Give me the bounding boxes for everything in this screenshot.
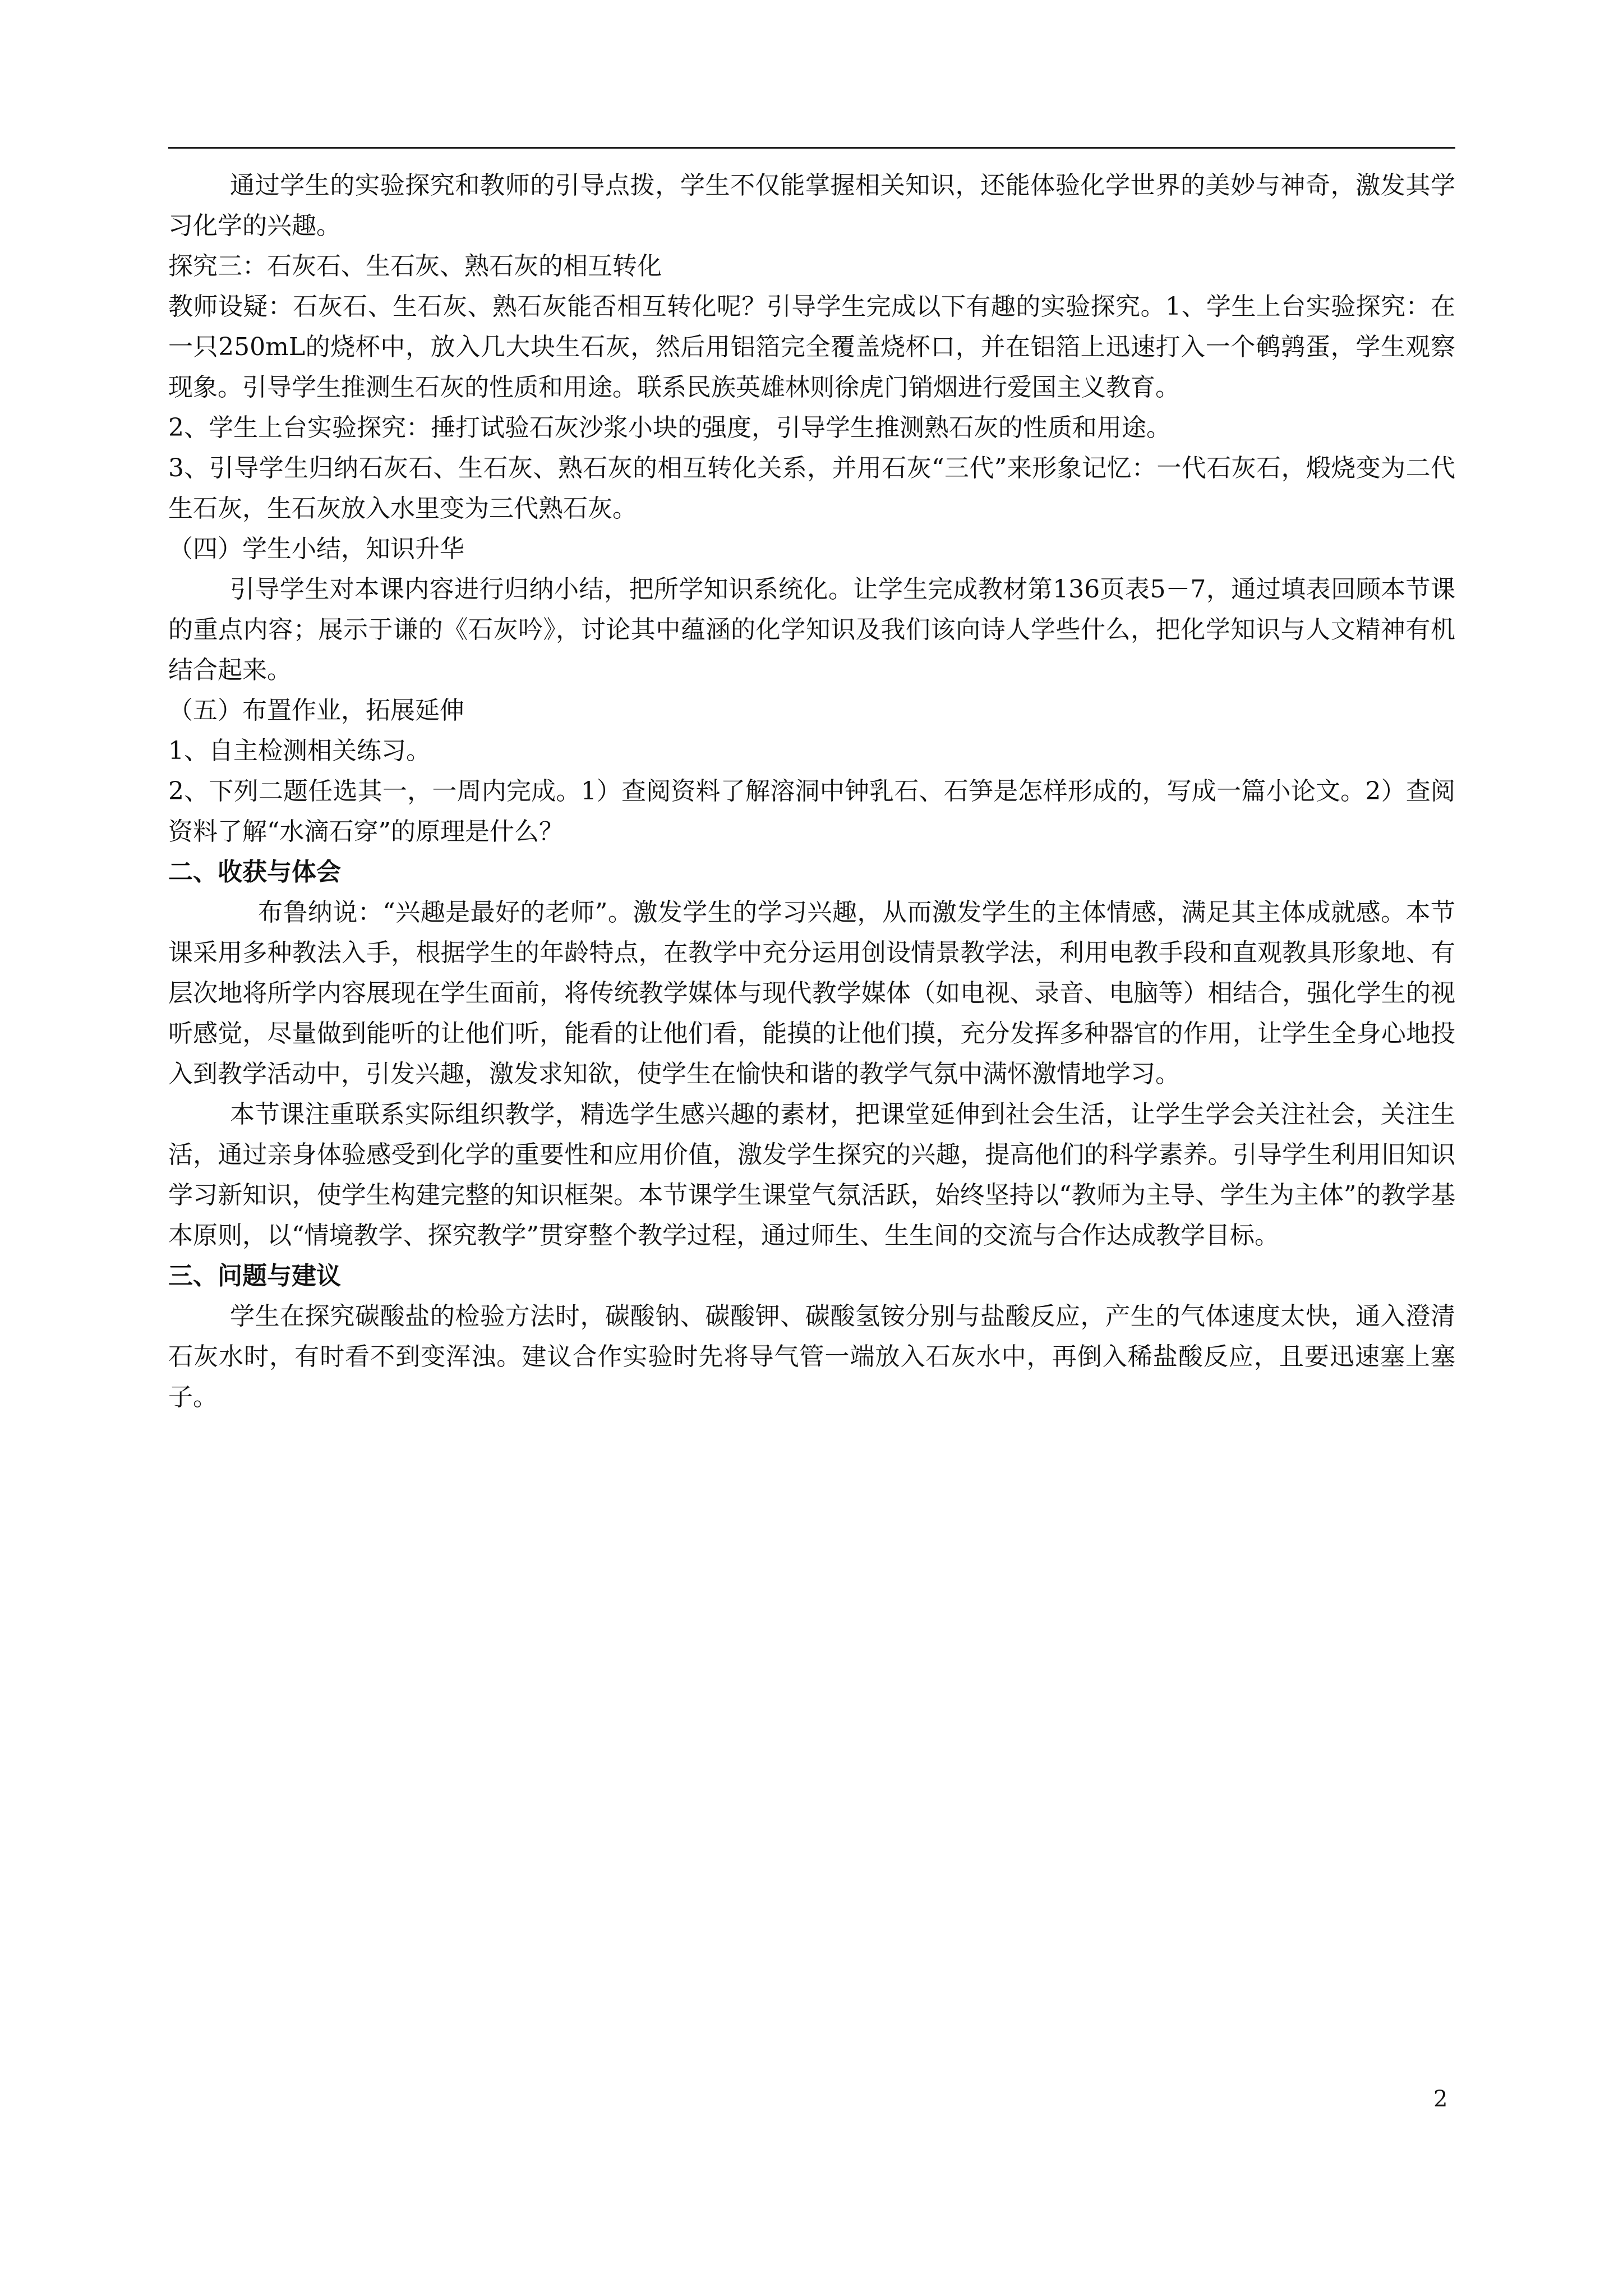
page-number: 2 (1433, 2086, 1448, 2112)
heading-problems-suggestions: 三、问题与建议 (168, 1262, 341, 1290)
page-body (168, 165, 1455, 1418)
paragraph-problems-suggestions: 学生在探究碳酸盐的检验方法时，碳酸钠、碳酸钾、碳酸氢铵分别与盐酸反应，产生的气体速度太快，通入澄清石灰水时，有时看不到变浑浊。建议合作实验时先将导气管一端放入石灰水中，再倒入稀盐酸反应，且要迅速塞上塞子。 (168, 1302, 1455, 1411)
paragraph-inquiry-three-title: 探究三：石灰石、生石灰、熟石灰的相互转化 (168, 252, 662, 280)
paragraph-reflection-one: 布鲁纳说：“兴趣是最好的老师”。激发学生的学习兴趣，从而激发学生的主体情感，满足其主体成就感。本节课采用多种教法入手，根据学生的年龄特点，在教学中充分运用创设情景教学法，利用电教手段和直观教具形象地、有层次地将所学内容展现在学生面前，将传统教学媒体与现代教学媒体（如电视、录音、电脑等）相结合，强化学生的视听感觉，尽量做到能听的让他们听，能看的让他们看，能摸的让他们摸，充分发挥多种器官的作用，让学生全身心地投入到教学活动中，引发兴趣，激发求知欲，使学生在愉快和谐的教学气氛中满怀激情地学习。 (168, 898, 1455, 1088)
paragraph-step-two: 2、学生上台实验探究：捶打试验石灰沙浆小块的强度，引导学生推测熟石灰的性质和用途。 (168, 413, 1171, 442)
paragraph-teacher-question: 教师设疑：石灰石、生石灰、熟石灰能否相互转化呢？引导学生完成以下有趣的实验探究。1、学生上台实验探究：在一只250mL的烧杯中，放入几大块生石灰，然后用铝箔完全覆盖烧杯口，并在铝箔上迅速打入一个鹌鹑蛋，学生观察现象。引导学生推测生石灰的性质和用途。联系民族英雄林则徐虎门销烟进行爱国主义教育。 (168, 292, 1455, 402)
paragraph-section-four-title: （四）学生小结，知识升华 (168, 535, 464, 563)
paragraph-reflection-two: 本节课注重联系实际组织教学，精选学生感兴趣的素材，把课堂延伸到社会生活，让学生学会关注社会，关注生活，通过亲身体验感受到化学的重要性和应用价值，激发学生探究的兴趣，提高他们的科学素养。引导学生利用旧知识学习新知识，使学生构建完整的知识框架。本节课学生课堂气氛活跃，始终坚持以“教师为主导、学生为主体”的教学基本原则，以“情境教学、探究教学”贯穿整个教学过程，通过师生、生生间的交流与合作达成教学目标。 (168, 1100, 1455, 1250)
heading-reflection: 二、收获与体会 (168, 858, 341, 886)
paragraph-step-three: 3、引导学生归纳石灰石、生石灰、熟石灰的相互转化关系，并用石灰“三代”来形象记忆：一代石灰石，煅烧变为二代生石灰，生石灰放入水里变为三代熟石灰。 (168, 454, 1455, 523)
paragraph-section-five-title: （五）布置作业，拓展延伸 (168, 696, 464, 725)
paragraph-homework-one: 1、自主检测相关练习。 (168, 737, 431, 765)
paragraph-intro: 通过学生的实验探究和教师的引导点拨，学生不仅能掌握相关知识，还能体验化学世界的美妙与神奇，激发其学习化学的兴趣。 (168, 171, 1455, 240)
paragraph-homework-two: 2、下列二题任选其一，一周内完成。1）查阅资料了解溶洞中钟乳石、石笋是怎样形成的，写成一篇小论文。2）查阅资料了解“水滴石穿”的原理是什么？ (168, 777, 1455, 846)
header-rule (168, 147, 1455, 149)
paragraph-summary: 引导学生对本课内容进行归纳小结，把所学知识系统化。让学生完成教材第136页表5－7，通过填表回顾本节课的重点内容；展示于谦的《石灰吟》，讨论其中蕴涵的化学知识及我们该向诗人学些什么，把化学知识与人文精神有机结合起来。 (168, 575, 1455, 684)
